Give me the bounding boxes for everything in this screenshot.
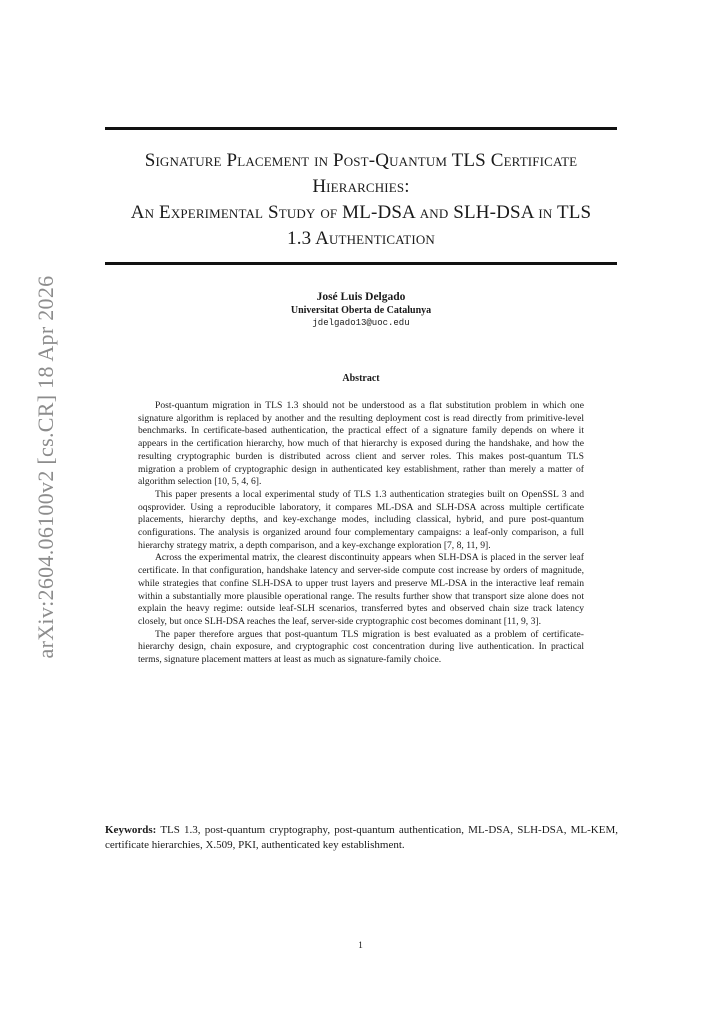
title-line: Signature Placement in Post-Quantum TLS Certificate xyxy=(144,150,578,171)
author-affiliation: Universitat Oberta de Catalunya xyxy=(290,305,432,316)
page-number: 1 xyxy=(358,941,363,951)
title-line: An Experimental Study of ML-DSA and SLH-DSA in TLS xyxy=(130,202,592,223)
author-email[interactable]: jdelgado13@uoc.edu xyxy=(312,318,410,328)
title-rule-bottom xyxy=(105,262,617,265)
abstract-paragraph: The paper therefore argues that post-quantum TLS migration is best evaluated as a problem of certificate-hierarchy design, chain exposure, and cryptographic cost concentration during live authentication. In practical terms, signature placement matters at least as much as signature-family choice. xyxy=(138,628,584,666)
abstract-paragraph: This paper presents a local experimental study of TLS 1.3 authentication strategies built on OpenSSL 3 and oqsprovider. Using a reproducible laboratory, it compares ML-DSA and SLH-DSA across multiple certificate placements, hierarchy depths, and key-exchange modes, including classical, hybrid, and pure post-quantum configurations. The analysis is organized around four complementary campaigns: a leaf-only comparison, a full hierarchy strategy matrix, a depth comparison, and a key-exchange exploration [7, 8, 11, 9]. xyxy=(138,488,584,551)
author-name: José Luis Delgado xyxy=(316,291,406,303)
arxiv-identifier-text: arXiv:2604.06100v2 [cs.CR] 18 Apr 2026 xyxy=(33,275,58,659)
title-rule-top xyxy=(105,127,617,130)
paper-title xyxy=(95,148,627,252)
abstract-body xyxy=(138,400,584,667)
keywords-label: Keywords: xyxy=(105,824,157,836)
keywords-section xyxy=(105,823,618,853)
abstract-paragraph: Across the experimental matrix, the clearest discontinuity appears when SLH-DSA is placed in the server leaf certificate. In that configuration, handshake latency and server-side compute cost increase by orders of magnitude, while strategies that confine SLH-DSA to upper trust layers and preserve ML-DSA in the interactive leaf remain within a substantially more plausible operational range. The results further show that transport size alone does not explain the heavy regime: outside leaf-SLH scenarios, transferred bytes and observed chain size track latency closely, but once SLH-DSA reaches the leaf, server-side cryptographic cost becomes dominant [11, 9, 3]. xyxy=(138,552,584,627)
keywords-text: TLS 1.3, post-quantum cryptography, post-quantum authentication, ML-DSA, SLH-DSA, ML-KEM, certificate hierarchies, X.509, PKI, authenticated key establishment. xyxy=(105,824,618,851)
title-line: 1.3 Authentication xyxy=(287,228,435,249)
author-block xyxy=(105,290,617,330)
abstract-heading: Abstract xyxy=(342,373,380,384)
title-line: Hierarchies: xyxy=(312,176,410,197)
abstract-paragraph: Post-quantum migration in TLS 1.3 should not be understood as a flat substitution problem in which one signature algorithm is replaced by another and the resulting deployment cost is read directly from primitive-level benchmarks. In certificate-based authentication, the practical effect of a signature family depends on where it appears in the certification hierarchy, how much of that hierarchy is exposed during the handshake, and how the resulting cryptographic burden is distributed across client and server roles. This makes post-quantum TLS migration a problem of cryptographic design in authenticated key establishment, rather than merely a matter of algorithm selection [10, 5, 4, 6]. xyxy=(138,400,584,488)
